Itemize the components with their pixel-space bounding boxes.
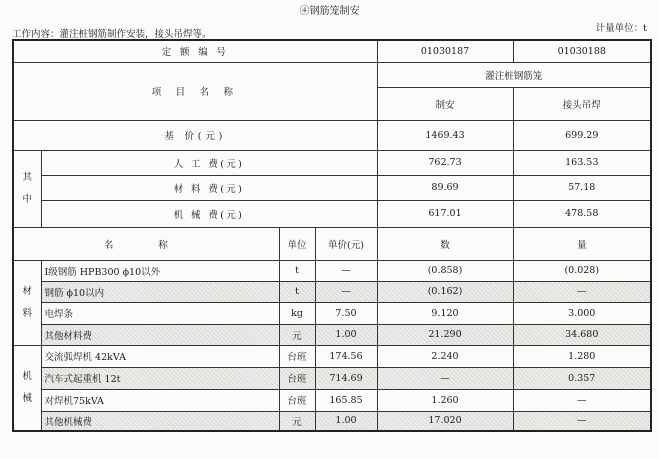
material-name: 其他材料费 xyxy=(41,324,279,345)
material-qty-1: 9.120 xyxy=(377,302,513,324)
machine-qty-2: — xyxy=(513,389,651,411)
materials-group-char-1: 材 xyxy=(22,285,32,297)
machine-price: 165.85 xyxy=(315,389,377,411)
machine-unit: 台班 xyxy=(279,367,315,389)
base-price-value-2: 699.29 xyxy=(513,120,651,150)
machine-name: 对焊机75kVA xyxy=(41,389,279,411)
machinery-group-label xyxy=(13,345,41,431)
material-row xyxy=(13,302,651,324)
measurement-unit-note: 计量单位：t xyxy=(595,23,647,34)
material-cost-value-1: 89.69 xyxy=(377,175,513,200)
material-row xyxy=(13,324,651,345)
material-cost-row xyxy=(13,175,651,200)
machine-row xyxy=(13,367,651,389)
material-row xyxy=(13,260,651,281)
material-unit: t xyxy=(279,281,315,302)
group-title: 灌注桩钢筋笼 xyxy=(377,62,651,87)
material-qty-2: — xyxy=(513,281,651,302)
resource-unit-header: 单位 xyxy=(279,227,315,260)
machine-cost-value-2: 478.58 xyxy=(513,200,651,227)
machine-qty-1: 2.240 xyxy=(377,345,513,367)
machine-qty-1: 1.260 xyxy=(377,389,513,411)
labor-cost-label: 人 工 费(元) xyxy=(41,150,377,175)
material-qty-1: (0.162) xyxy=(377,281,513,302)
material-unit: kg xyxy=(279,302,315,324)
quota-table xyxy=(12,39,652,432)
labor-cost-value-1: 762.73 xyxy=(377,150,513,175)
cost-group-label xyxy=(13,150,41,227)
cost-group-char-2: 中 xyxy=(22,193,32,205)
machine-name: 其他机械费 xyxy=(41,411,279,431)
material-qty-2: (0.028) xyxy=(513,260,651,281)
quantity-header-right: 量 xyxy=(513,227,651,260)
materials-group-label xyxy=(13,260,41,345)
machine-qty-2: — xyxy=(513,411,651,431)
material-price: 7.50 xyxy=(315,302,377,324)
material-qty-1: 21.290 xyxy=(377,324,513,345)
work-content-note: 工作内容：灌注桩钢筋制作安装，接头吊焊等。 xyxy=(12,29,212,40)
material-name: 钢筋 ϕ10以内 xyxy=(41,281,279,302)
machine-qty-2: 1.280 xyxy=(513,345,651,367)
machine-name: 汽车式起重机 12t xyxy=(41,367,279,389)
machine-qty-2: 0.357 xyxy=(513,367,651,389)
machine-price: 174.56 xyxy=(315,345,377,367)
labor-cost-value-2: 163.53 xyxy=(513,150,651,175)
machine-cost-label: 机 械 费(元) xyxy=(41,200,377,227)
machine-price: 714.69 xyxy=(315,367,377,389)
material-name: 电焊条 xyxy=(41,302,279,324)
machine-cost-value-1: 617.01 xyxy=(377,200,513,227)
quota-code-1: 01030187 xyxy=(377,40,513,62)
material-price: 1.00 xyxy=(315,324,377,345)
material-price: — xyxy=(315,281,377,302)
resource-header-row xyxy=(13,227,651,260)
machine-qty-1: — xyxy=(377,367,513,389)
machine-unit: 台班 xyxy=(279,389,315,411)
labor-cost-row xyxy=(13,150,651,175)
machine-row xyxy=(13,411,651,431)
machine-unit: 元 xyxy=(279,411,315,431)
machine-row xyxy=(13,345,651,367)
material-unit: t xyxy=(279,260,315,281)
variant-1: 制安 xyxy=(377,87,513,120)
quota-number-label: 定 额 编 号 xyxy=(13,40,377,62)
material-cost-label: 材 料 费(元) xyxy=(41,175,377,200)
base-price-label: 基 价(元) xyxy=(13,120,377,150)
machine-name: 交流弧焊机 42kVA xyxy=(41,345,279,367)
machine-cost-row xyxy=(13,200,651,227)
quantity-header-left: 数 xyxy=(377,227,513,260)
material-cost-value-2: 57.18 xyxy=(513,175,651,200)
quota-number-row xyxy=(13,40,651,62)
base-price-row xyxy=(13,120,651,150)
resource-name-header: 名 称 xyxy=(13,227,279,260)
machine-price: 1.00 xyxy=(315,411,377,431)
variant-2: 接头吊焊 xyxy=(513,87,651,120)
machinery-group-char-2: 械 xyxy=(22,392,32,404)
machinery-group-char-1: 机 xyxy=(22,370,32,382)
material-qty-1: (0.858) xyxy=(377,260,513,281)
machine-row xyxy=(13,389,651,411)
material-qty-2: 3.000 xyxy=(513,302,651,324)
page-title: ④钢筋笼制安 xyxy=(299,6,360,17)
resource-price-header: 单价(元) xyxy=(315,227,377,260)
item-name-row xyxy=(13,62,651,87)
base-price-value-1: 1469.43 xyxy=(377,120,513,150)
machine-qty-1: 17.020 xyxy=(377,411,513,431)
material-unit: 元 xyxy=(279,324,315,345)
materials-group-char-2: 料 xyxy=(22,307,32,319)
material-row xyxy=(13,281,651,302)
material-price: — xyxy=(315,260,377,281)
cost-group-char-1: 其 xyxy=(22,171,32,183)
item-name-label: 项 目 名 称 xyxy=(13,62,377,120)
machine-unit: 台班 xyxy=(279,345,315,367)
quota-code-2: 01030188 xyxy=(513,40,651,62)
material-qty-2: 34.680 xyxy=(513,324,651,345)
material-name: Ⅰ级钢筋 HPB300 ϕ10以外 xyxy=(41,260,279,281)
